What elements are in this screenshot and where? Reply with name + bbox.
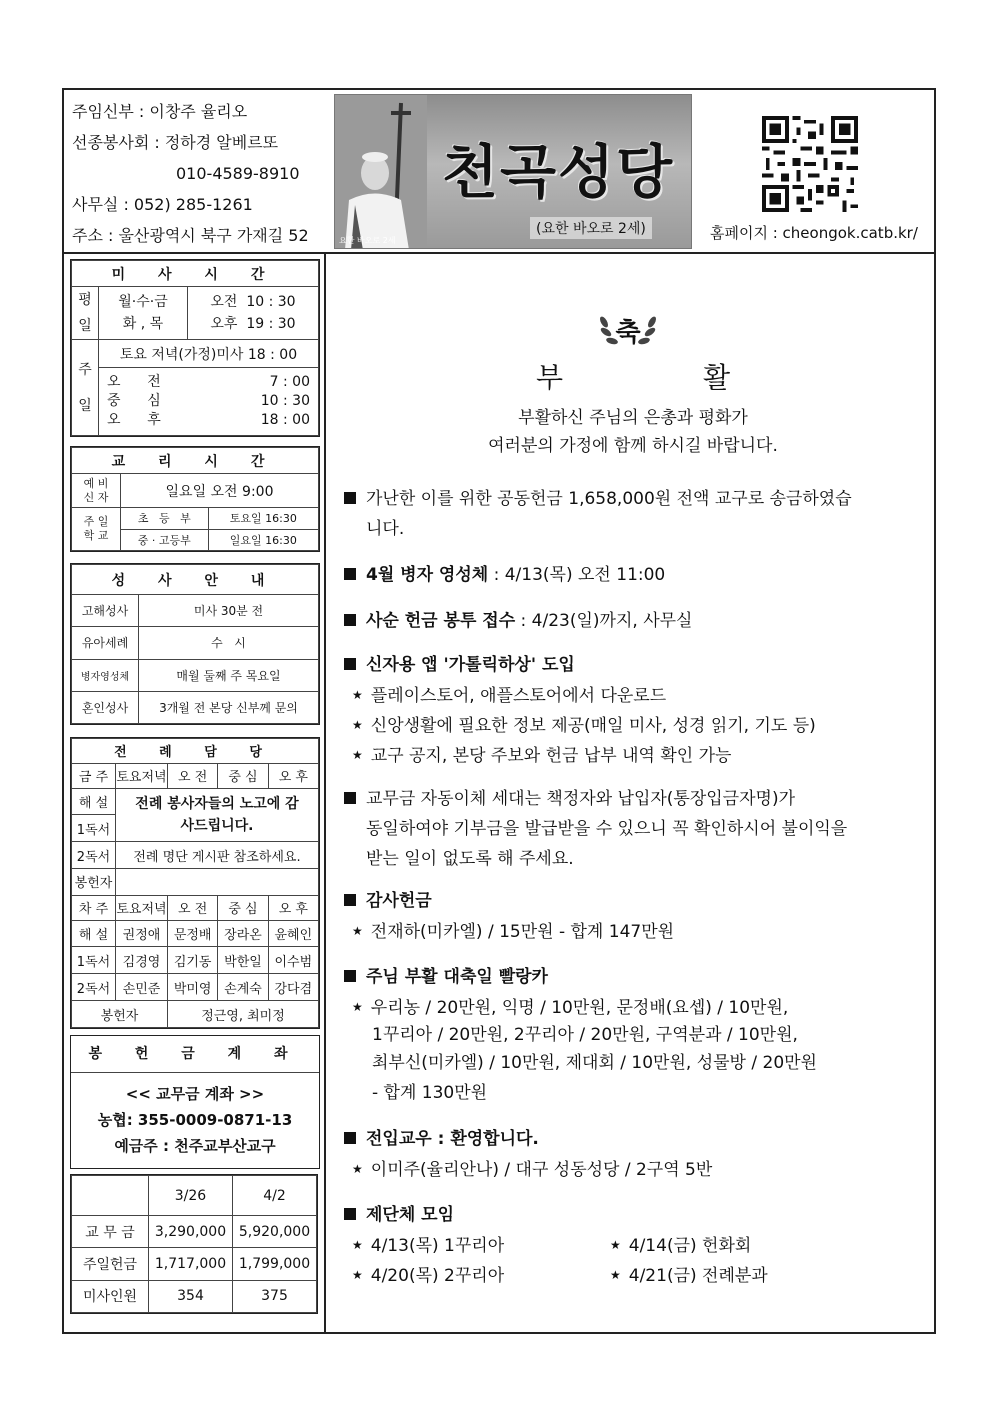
- mass-times-title: 미 사 시 간: [72, 261, 319, 287]
- finance-value: 3,290,000: [149, 1216, 233, 1248]
- liturgy-header: 오 전: [168, 763, 218, 788]
- sacrament-name: 고해성사: [72, 595, 139, 627]
- catechumen-label: 예 비 신 자: [72, 474, 121, 508]
- office-phone: 사무실 : 052) 285-1261: [72, 195, 253, 214]
- sacraments-title: 성 사 안 내: [72, 565, 319, 595]
- notice-auto-transfer: 교무금 자동이체 세대는 책정자와 납입자(통장입금자명)가 동일하여야 기부금을 발급받을 수 있으니 꼭 확인하시어 불이익을 받는 일이 없도록 해 주세요.: [344, 784, 847, 874]
- sacrament-info: 매월 둘째 주 목요일: [139, 659, 319, 691]
- sunday-school-label: 주 일 학 교: [72, 508, 121, 551]
- finance-box: [70, 1174, 318, 1314]
- finance-label: 교 무 금: [72, 1216, 149, 1248]
- liturgy-header: 토요저녁: [116, 763, 168, 788]
- row-label: 봉헌자: [72, 869, 116, 896]
- account-heading: << 교무금 계좌 >>: [125, 1085, 265, 1103]
- row-label: 2독서: [72, 842, 116, 869]
- weekday-label: 평 일: [72, 287, 99, 340]
- minister-cell: 김경영: [116, 947, 168, 974]
- feast-offering-line: 최부신(미카엘) / 10만원, 제대회 / 10만원, 성물방 / 20만원: [372, 1053, 817, 1073]
- liturgy-header: 금 주: [72, 763, 116, 788]
- sacrament-name: 혼인성사: [72, 691, 139, 723]
- weekday-days: 월·수·금 화 , 목: [99, 287, 188, 340]
- easter-heading: 부 활: [535, 361, 731, 394]
- row-label: 2독서: [72, 974, 116, 1001]
- finance-value: 375: [233, 1280, 317, 1312]
- pastor-line: 주임신부 : 이창주 율리오: [72, 102, 248, 121]
- minister-cell: 강다겸: [268, 974, 318, 1001]
- reading2-note: 전례 명단 게시판 참조하세요.: [116, 842, 319, 869]
- minister-cell: 문정배: [168, 920, 218, 947]
- notice-lent-offering: 사순 헌금 봉투 접수 : 4/23(일)까지, 사무실: [344, 606, 692, 636]
- liturgy-title: 전 례 담 당: [72, 739, 319, 764]
- council-line: 선종봉사회 : 정하경 알베르또: [72, 133, 279, 152]
- app-bullet: ★ 교구 공지, 본당 주보와 헌금 납부 내역 확인 가능: [352, 746, 732, 766]
- app-bullet: ★ 플레이스토어, 애플스토어에서 다운로드: [352, 686, 667, 706]
- group-meeting: ★ 4/13(목) 1꾸리아: [352, 1236, 505, 1256]
- finance-value: 1,799,000: [233, 1248, 317, 1280]
- thanks-offering-line: ★ 전재하(미카엘) / 15만원 - 합계 147만원: [352, 922, 675, 942]
- finance-date: 4/2: [233, 1176, 317, 1216]
- group-meeting-title: 제단체 모임: [344, 1200, 454, 1230]
- weekday-times: 오전 10 : 30 오후 19 : 30: [188, 287, 319, 340]
- row-label: 1독서: [72, 947, 116, 974]
- easter-greeting: 부활하신 주님의 은총과 평화가 여러분의 가정에 함께 하시길 바랍니다.: [488, 408, 778, 456]
- council-phone: 010-4589-8910: [176, 164, 300, 183]
- feast-offering-title: 주님 부활 대축일 빨랑카: [344, 962, 548, 992]
- church-name: 천곡성당: [441, 138, 675, 206]
- group-meeting: ★ 4/21(금) 전례분과: [610, 1266, 768, 1286]
- celebration-emblem: [596, 308, 660, 352]
- app-bullet: ★ 신앙생활에 필요한 정보 제공(매일 미사, 성경 읽기, 기도 등): [352, 716, 816, 736]
- minister-cell: 장라온: [218, 920, 268, 947]
- notice-offering: 가난한 이를 위한 공동헌금 1,658,000원 전액 교구로 송금하였습 니다.: [344, 484, 930, 544]
- photo-caption: 요한 바오로 2세: [339, 236, 396, 245]
- liturgy-header: 중 심: [218, 895, 268, 920]
- catechism-box: [70, 446, 320, 552]
- sacrament-info: 수 시: [139, 627, 319, 659]
- saturday-mass: 토요 저녁(가정)미사 18 : 00: [99, 340, 319, 368]
- mass-times-box: [70, 259, 320, 437]
- account-number[interactable]: 농협: 355-0009-0871-13: [97, 1111, 293, 1129]
- liturgy-header: 차 주: [72, 895, 116, 920]
- liturgy-thanks: 전례 봉사자들의 노고에 감사드립니다.: [116, 788, 319, 842]
- finance-label: 미사인원: [72, 1280, 149, 1312]
- elementary-label: 초 등 부: [121, 508, 209, 530]
- liturgy-header: 오 전: [168, 895, 218, 920]
- sacrament-info: 3개월 전 본당 신부께 문의: [139, 691, 319, 723]
- liturgy-header: 오 후: [268, 763, 318, 788]
- row-label: 해 설: [72, 788, 116, 815]
- account-holder: 예금주 : 천주교부산교구: [114, 1137, 276, 1155]
- minister-cell: 박한일: [218, 947, 268, 974]
- finance-date: 3/26: [149, 1176, 233, 1216]
- minister-cell: 손계숙: [218, 974, 268, 1001]
- column-divider: [324, 252, 326, 1334]
- row-label: 해 설: [72, 920, 116, 947]
- church-banner: [334, 94, 692, 249]
- thanks-offering-title: 감사헌금: [344, 886, 432, 916]
- finance-value: 5,920,000: [233, 1216, 317, 1248]
- catechism-title: 교 리 시 간: [72, 448, 319, 474]
- header-info: [72, 96, 309, 251]
- minister-cell: 권정애: [116, 920, 168, 947]
- newcomer-title: 전입교우 : 환영합니다.: [344, 1124, 539, 1154]
- minister-cell: 손민준: [116, 974, 168, 1001]
- group-meeting: ★ 4/14(금) 헌화회: [610, 1236, 752, 1256]
- group-meeting: ★ 4/20(목) 2꾸리아: [352, 1266, 505, 1286]
- sunday-label: 주 일: [72, 340, 99, 436]
- minister-cell: 김기동: [168, 947, 218, 974]
- liturgy-box: [70, 737, 320, 1029]
- feast-offering-line: 1꾸리아 / 20만원, 2꾸리아 / 20만원, 구역분과 / 10만원,: [372, 1025, 798, 1045]
- sacrament-info: 미사 30분 전: [139, 595, 319, 627]
- emblem-char: 축: [615, 318, 641, 348]
- header-divider: [62, 252, 936, 254]
- minister-cell: 박미영: [168, 974, 218, 1001]
- finance-value: 1,717,000: [149, 1248, 233, 1280]
- catechumen-time: 일요일 오전 9:00: [121, 474, 319, 508]
- liturgy-header: 오 후: [268, 895, 318, 920]
- liturgy-header: 토요저녁: [116, 895, 168, 920]
- account-box: [70, 1035, 320, 1169]
- qr-code[interactable]: [762, 116, 858, 212]
- sacrament-name: 병자영성체: [72, 659, 139, 691]
- finance-corner: [72, 1176, 149, 1216]
- liturgy-header: 중 심: [218, 763, 268, 788]
- middle-high-label: 중 · 고등부: [121, 529, 209, 551]
- minister-cell: 이수범: [268, 947, 318, 974]
- sacrament-name: 유아세례: [72, 627, 139, 659]
- notice-app: 신자용 앱 '가톨릭하상' 도입: [344, 650, 575, 680]
- newcomer-line: ★ 이미주(율리안나) / 대구 성동성당 / 2구역 5반: [352, 1160, 713, 1180]
- elementary-time: 토요일 16:30: [208, 508, 318, 530]
- account-title: 봉 헌 금 계 좌: [71, 1036, 319, 1073]
- offerers: 정근영, 최미정: [168, 1001, 319, 1028]
- pope-image: [335, 95, 427, 249]
- middle-high-time: 일요일 16:30: [208, 529, 318, 551]
- feast-offering-line: ★ 우리농 / 20만원, 익명 / 10만원, 문정배(요셉) / 10만원,: [352, 998, 789, 1018]
- notice-sick-communion: 4월 병자 영성체 : 4/13(목) 오전 11:00: [344, 560, 665, 590]
- feast-offering-total: - 합계 130만원: [372, 1083, 488, 1103]
- sunday-mass-list: 오 전 7 : 00 중 심 10 : 30 오 후 18 : 00: [99, 368, 319, 436]
- address-line: 주소 : 울산광역시 북구 가재길 52: [72, 226, 309, 245]
- row-label: 봉헌자: [72, 1001, 168, 1028]
- homepage-link[interactable]: 홈페이지 : cheongok.catb.kr/: [710, 224, 918, 242]
- finance-value: 354: [149, 1280, 233, 1312]
- row-label: 1독서: [72, 815, 116, 842]
- minister-cell: 윤혜인: [268, 920, 318, 947]
- sacraments-box: [70, 563, 320, 725]
- finance-label: 주일헌금: [72, 1248, 149, 1280]
- patron-saint: (요한 바오로 2세): [530, 217, 652, 239]
